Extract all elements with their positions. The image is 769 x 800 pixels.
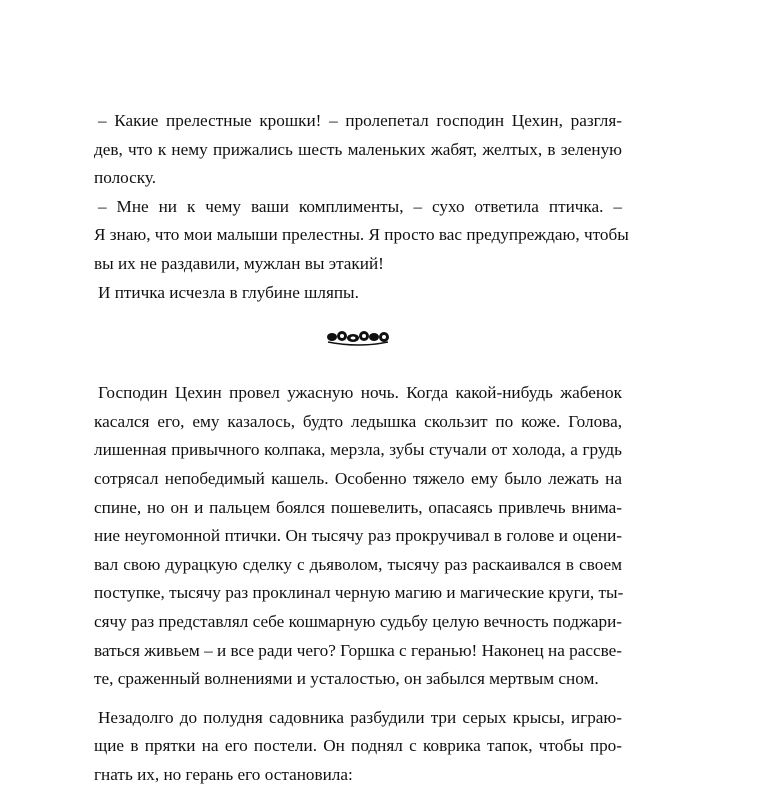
text-line: вы их не раздавили, мужлан вы этакий! (94, 253, 384, 273)
text-line: И птичка исчезла в глубине шляпы. (98, 282, 359, 302)
text-line: Господин Цехин провел ужасную ночь. Когда какой-нибудь жабенок (98, 383, 622, 403)
text-line: спине, но он и пальцем боялся пошевелить, опасаясь привлечь внима- (94, 497, 622, 517)
text-line: гнать их, но герань его остановила: (94, 764, 353, 784)
paragraph-2 (94, 193, 629, 279)
floral-ornament-icon (326, 328, 390, 346)
text-line: щие в прятки на его постели. Он поднял с коврика тапок, чтобы про- (94, 736, 622, 756)
text-line: вал свою дурацкую сделку с дьяволом, тысячу раз раскаивался в своем (94, 554, 622, 574)
text-line: сячу раз представлял себе кошмарную судьбу целую вечность поджари- (94, 611, 622, 631)
book-page (94, 107, 629, 789)
text-line: – Мне ни к чему ваши комплименты, – сухо ответила птичка. – (98, 196, 622, 216)
text-line: ние неугомонной птички. Он тысячу раз прокручивал в голове и оцени- (94, 526, 622, 546)
text-line: поступке, тысячу раз проклинал черную магию и магические круги, ты- (94, 583, 624, 603)
paragraph-3 (94, 279, 622, 308)
section-divider (94, 307, 622, 367)
text-line: сотрясал непобедимый кашель. Особенно тяжело ему было лежать на (94, 468, 622, 488)
paragraph-1 (94, 107, 622, 193)
text-line: касался его, ему казалось, будто ледышка скользит по коже. Голова, (94, 411, 622, 431)
paragraph-4 (94, 379, 622, 694)
text-line: – Какие прелестные крошки! – пролепетал господин Цехин, разгля- (98, 111, 622, 130)
text-line: Незадолго до полудня садовника разбудили три серых крысы, играю- (98, 707, 622, 727)
text-line: лишенная привычного колпака, мерзла, зубы стучали от холода, а грудь (94, 440, 622, 460)
text-line: полоску. (94, 168, 157, 188)
text-line: дев, что к нему прижались шесть маленьких жабят, желтых, в зеленую (94, 139, 622, 159)
text-line: те, сраженный волнениями и усталостью, он забылся мертвым сном. (94, 669, 599, 689)
text-line: ваться живьем – и все ради чего? Горшка с геранью! Наконец на рассве- (94, 640, 622, 660)
text-line: Я знаю, что мои малыши прелестны. Я просто вас предупреждаю, чтобы (94, 225, 629, 245)
paragraph-5 (94, 704, 622, 790)
